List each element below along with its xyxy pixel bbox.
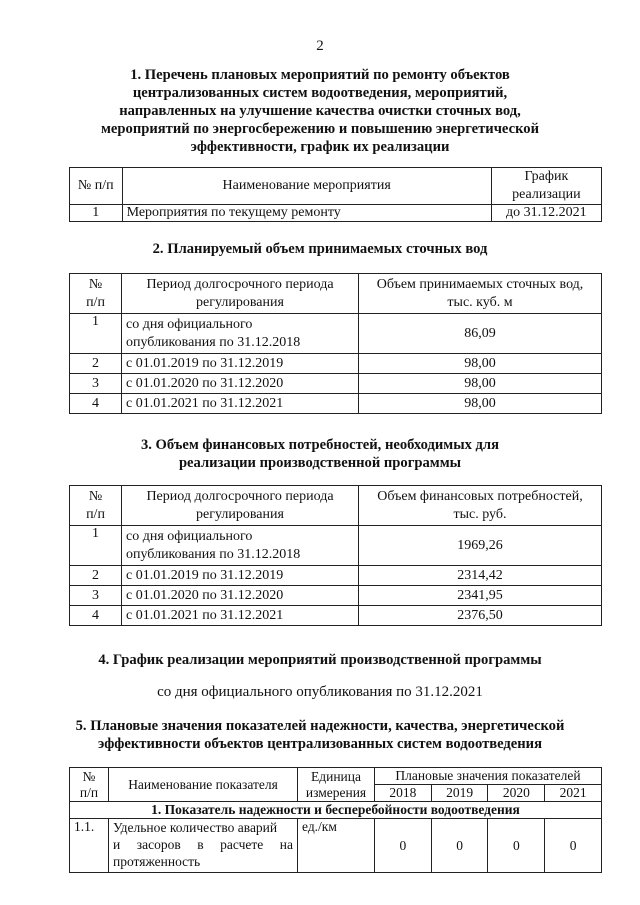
header-period-line: регулирования — [196, 506, 284, 522]
header-period-line: регулирования — [196, 294, 284, 310]
header-num-line: п/п — [79, 784, 99, 800]
header-name: Наименование мероприятия — [122, 168, 491, 205]
header-value-line: Объем принимаемых сточных вод, — [376, 276, 584, 292]
cell-name: Мероприятия по текущему ремонту — [122, 205, 491, 222]
section4-text: со дня официального опубликования по 31.12.2021 — [157, 684, 483, 700]
table-row — [70, 526, 602, 566]
header-year: 2018 — [375, 785, 432, 802]
header-unit-line: измерения — [305, 784, 367, 800]
section3-title-line: 3. Объем финансовых потребностей, необходимых для — [140, 437, 500, 453]
header-year: 2021 — [545, 785, 602, 802]
cell-num: 1 — [70, 205, 123, 222]
header-unit — [298, 768, 375, 802]
header-value — [359, 274, 602, 314]
cell-value: 0 — [375, 819, 432, 873]
section2-title: 2. Планируемый объем принимаемых сточных вод — [152, 241, 488, 257]
cell-num: 1 — [70, 314, 122, 354]
header-period-line: Период долгосрочного периода — [146, 276, 334, 292]
cell-period-line: со дня официального — [126, 316, 253, 332]
header-value-line: Объем финансовых потребностей, — [377, 488, 583, 504]
section2-table — [69, 273, 602, 414]
header-unit-line: Единица — [310, 768, 361, 784]
cell-value: 0 — [488, 819, 545, 873]
cell-num: 3 — [70, 374, 122, 394]
table-row — [70, 205, 602, 222]
header-num: № п/п — [70, 168, 123, 205]
section5-table — [69, 767, 602, 873]
table-header-row — [70, 486, 602, 526]
section5-title-line: 5. Плановые значения показателей надежности, качества, энергетической — [75, 718, 565, 734]
cell-unit: ед./км — [298, 819, 375, 873]
cell-period-line: опубликования по 31.12.2018 — [126, 334, 301, 350]
header-value-line: тыс. руб. — [453, 506, 507, 522]
cell-period — [122, 526, 359, 566]
header-value-line: тыс. куб. м — [447, 294, 513, 310]
cell-value: 2376,50 — [359, 606, 602, 626]
cell-value: 0 — [545, 819, 602, 873]
cell-period — [122, 314, 359, 354]
section3-table — [69, 485, 602, 626]
cell-period: с 01.01.2020 по 31.12.2020 — [122, 586, 359, 606]
table-row — [70, 819, 602, 873]
section1-title-line: эффективности, график их реализации — [190, 139, 450, 155]
table-header-row — [70, 274, 602, 314]
table-group-row — [70, 802, 602, 819]
section5-title-line: эффективности объектов централизованных систем водоотведения — [97, 736, 542, 752]
cell-num: 3 — [70, 586, 122, 606]
header-num-line: п/п — [86, 506, 105, 522]
page-number: 2 — [316, 38, 324, 54]
table-header-row — [70, 168, 602, 205]
table-row — [70, 354, 602, 374]
header-period — [122, 486, 359, 526]
section1-title-line: централизованных систем водоотведения, мероприятий, — [132, 85, 508, 101]
header-period-line: Период долгосрочного периода — [146, 488, 334, 504]
cell-value: 98,00 — [359, 354, 602, 374]
cell-value: 98,00 — [359, 394, 602, 414]
cell-schedule: до 31.12.2021 — [491, 205, 601, 222]
cell-period: с 01.01.2021 по 31.12.2021 — [122, 606, 359, 626]
section3-title — [60, 436, 580, 472]
cell-value: 0 — [431, 819, 488, 873]
header-num-line: № — [82, 768, 96, 784]
cell-num: 2 — [70, 566, 122, 586]
cell-name-line: и засоров в расчете на — [113, 837, 293, 852]
cell-num: 1.1. — [70, 819, 109, 873]
table-row — [70, 566, 602, 586]
cell-period: с 01.01.2019 по 31.12.2019 — [122, 566, 359, 586]
cell-name-line: протяженность — [113, 854, 201, 869]
section1-title-line: 1. Перечень плановых мероприятий по ремонту объектов — [130, 67, 510, 83]
header-year: 2019 — [431, 785, 488, 802]
cell-period-line: со дня официального — [126, 528, 253, 544]
table-header-row — [70, 768, 602, 785]
cell-period-line: опубликования по 31.12.2018 — [126, 546, 301, 562]
cell-period: с 01.01.2021 по 31.12.2021 — [122, 394, 359, 414]
cell-value: 86,09 — [359, 314, 602, 354]
header-num-line: п/п — [86, 294, 105, 310]
header-num-line: № — [88, 488, 103, 504]
group-title: 1. Показатель надежности и бесперебойности водоотведения — [70, 802, 602, 819]
table-row — [70, 586, 602, 606]
header-schedule-line: реализации — [512, 187, 581, 202]
header-schedule — [491, 168, 601, 205]
header-schedule-line: График — [524, 169, 569, 184]
cell-period: с 01.01.2019 по 31.12.2019 — [122, 354, 359, 374]
cell-num: 2 — [70, 354, 122, 374]
section1-title — [60, 66, 580, 156]
header-num — [70, 274, 122, 314]
header-plan: Плановые значения показателей — [375, 768, 602, 785]
header-name: Наименование показателя — [109, 768, 298, 802]
cell-num: 1 — [70, 526, 122, 566]
header-value — [359, 486, 602, 526]
cell-value: 1969,26 — [359, 526, 602, 566]
cell-num: 4 — [70, 606, 122, 626]
section1-title-line: направленных на улучшение качества очистки сточных вод, — [119, 103, 521, 119]
section1-title-line: мероприятий по энергосбережению и повышению энергетической — [100, 121, 539, 137]
header-num — [70, 768, 109, 802]
cell-name-line: Удельное количество аварий — [113, 820, 278, 835]
section1-table — [69, 167, 602, 222]
header-num — [70, 486, 122, 526]
cell-value: 2314,42 — [359, 566, 602, 586]
section5-title — [40, 717, 600, 753]
section3-title-line: реализации производственной программы — [178, 455, 462, 471]
cell-name — [109, 819, 298, 873]
cell-value: 2341,95 — [359, 586, 602, 606]
cell-period: с 01.01.2020 по 31.12.2020 — [122, 374, 359, 394]
table-row — [70, 606, 602, 626]
cell-num: 4 — [70, 394, 122, 414]
table-row — [70, 374, 602, 394]
header-year: 2020 — [488, 785, 545, 802]
table-row — [70, 394, 602, 414]
cell-value: 98,00 — [359, 374, 602, 394]
table-row — [70, 314, 602, 354]
header-period — [122, 274, 359, 314]
section4-title: 4. График реализации мероприятий производственной программы — [98, 652, 542, 668]
header-num-line: № — [88, 276, 103, 292]
